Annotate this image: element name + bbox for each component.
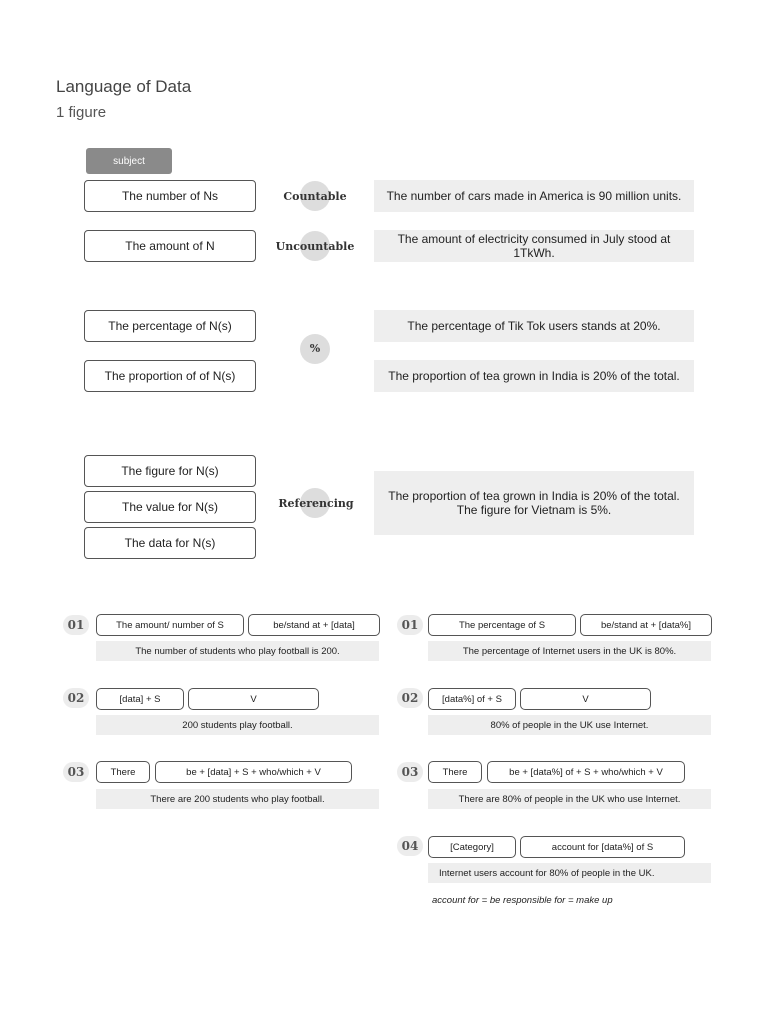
subject-tag: subject [86, 148, 172, 174]
category-label-percent: % [309, 342, 321, 355]
structure-example: 80% of people in the UK use Internet. [428, 715, 711, 735]
structure-example: There are 200 students who play football. [96, 789, 379, 809]
structure-number: 03 [63, 762, 89, 782]
structure-part-b: V [188, 688, 319, 710]
structure-part-b: V [520, 688, 651, 710]
example-uncountable: The amount of electricity consumed in July stood at 1TkWh. [374, 230, 694, 262]
structure-part-b: be + [data] + S + who/which + V [155, 761, 352, 783]
structure-part-b: be/stand at + [data] [248, 614, 380, 636]
structure-part-b: be + [data%] of + S + who/which + V [487, 761, 685, 783]
page-title: Language of Data [56, 77, 192, 96]
structure-part-b: account for [data%] of S [520, 836, 685, 858]
subject-box-data: The data for N(s) [84, 527, 256, 559]
category-label-uncountable: Uncountable [275, 240, 355, 253]
synonym-note: account for = be responsible for = make up [432, 895, 613, 906]
structure-part-b: be/stand at + [data%] [580, 614, 712, 636]
category-label-referencing: Referencing [278, 497, 354, 510]
structure-number: 02 [63, 688, 89, 708]
structure-part-a: [data] + S [96, 688, 184, 710]
subject-box-figure: The figure for N(s) [84, 455, 256, 487]
structure-example: 200 students play football. [96, 715, 379, 735]
structure-example: There are 80% of people in the UK who use Internet. [428, 789, 711, 809]
structure-example: Internet users account for 80% of people in the UK. [428, 863, 711, 883]
structure-part-a: There [428, 761, 482, 783]
structure-number: 04 [397, 836, 423, 856]
structure-part-a: There [96, 761, 150, 783]
structure-example: The number of students who play football is 200. [96, 641, 379, 661]
structure-example: The percentage of Internet users in the UK is 80%. [428, 641, 711, 661]
subject-box-number: The number of Ns [84, 180, 256, 212]
structure-number: 03 [397, 762, 423, 782]
subject-box-percentage: The percentage of N(s) [84, 310, 256, 342]
page-subtitle: 1 figure [56, 104, 107, 121]
structure-part-a: [Category] [428, 836, 516, 858]
example-proportion: The proportion of tea grown in India is 20% of the total. [374, 360, 694, 392]
example-referencing: The proportion of tea grown in India is 20% of the total. The figure for Vietnam is 5%. [374, 471, 694, 535]
subject-box-value: The value for N(s) [84, 491, 256, 523]
subject-box-proportion: The proportion of of N(s) [84, 360, 256, 392]
example-countable: The number of cars made in America is 90 million units. [374, 180, 694, 212]
structure-part-a: The percentage of S [428, 614, 576, 636]
structure-part-a: [data%] of + S [428, 688, 516, 710]
example-percentage: The percentage of Tik Tok users stands at 20%. [374, 310, 694, 342]
structure-number: 01 [397, 615, 423, 635]
structure-number: 01 [63, 615, 89, 635]
subject-box-amount: The amount of N [84, 230, 256, 262]
structure-part-a: The amount/ number of S [96, 614, 244, 636]
structure-number: 02 [397, 688, 423, 708]
category-label-countable: Countable [283, 190, 347, 203]
